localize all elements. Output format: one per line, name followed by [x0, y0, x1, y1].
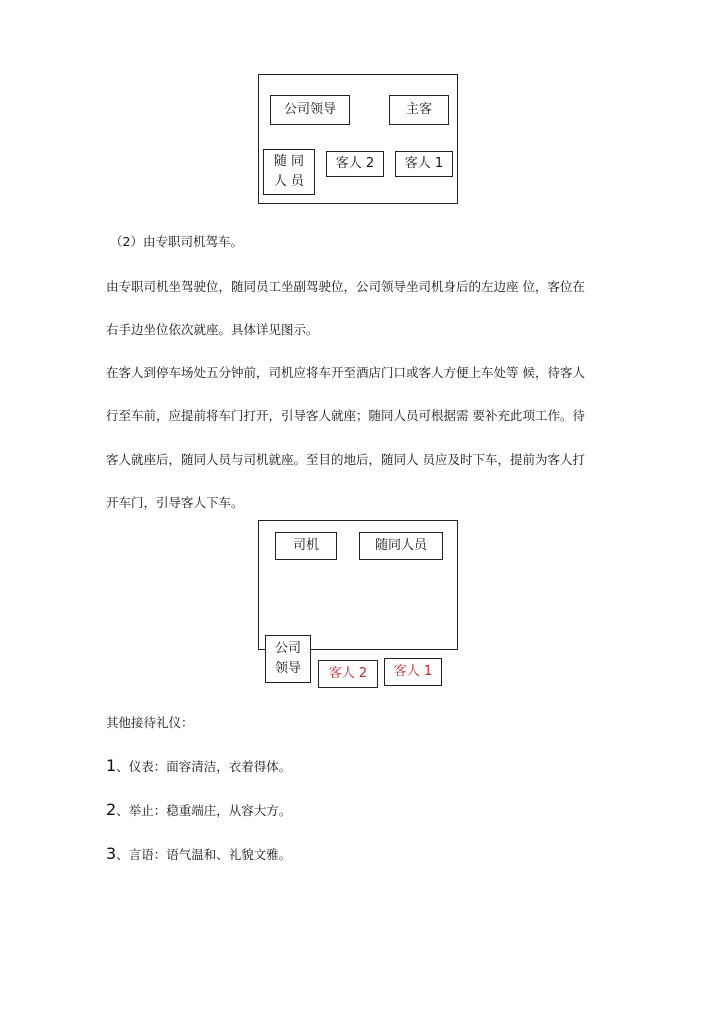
seat-main-guest-label: 主客: [405, 102, 432, 118]
seat-guest-1-label: 客人 1: [404, 156, 444, 172]
etiquette-item-2: [106, 801, 291, 820]
paragraph-2-line-4: 开车门，引导客人下车。: [106, 495, 244, 510]
etiquette-item-2-text: 、举止：稳重端庄，从容大方。: [116, 803, 292, 818]
seat-leader-rear: [265, 635, 311, 683]
etiquette-item-1-text: 、仪表：面容清洁，衣着得体。: [116, 759, 292, 774]
seat-driver-label: 司机: [292, 538, 319, 554]
seat-companion-front-label: 随同人员: [374, 538, 427, 554]
seat-guest-1: [395, 151, 453, 177]
etiquette-item-1: [106, 757, 291, 776]
etiquette-item-2-number: 2: [106, 800, 117, 819]
etiquette-item-3-text: 、言语：语气温和、礼貌文雅。: [116, 847, 292, 862]
seat-leader-label: 公司领导: [283, 102, 336, 118]
paragraph-1-line-2: 右手边坐位依次就座。具体详见图示。: [106, 322, 319, 337]
seat-companion-label-1: 随 同: [273, 154, 305, 170]
seat-companion-front: [359, 532, 443, 560]
paragraph-1-line-1: 由专职司机坐驾驶位，随同员工坐副驾驶位，公司领导坐司机身后的左边座 位，客位在: [106, 279, 585, 294]
seat-guest-1-rear: [384, 658, 442, 686]
seat-leader: [270, 95, 350, 125]
paragraph-2-line-3: 客人就座后，随同人员与司机就座。至目的地后，随同人 员应及时下车，提前为客人打: [106, 452, 585, 467]
seating-diagram-1: [258, 74, 458, 204]
seat-guest-2-rear: [318, 660, 378, 688]
seat-guest-2-label: 客人 2: [335, 156, 375, 172]
section-heading: （2）由专职司机驾车。: [110, 234, 243, 249]
seating-diagram-2: [258, 520, 458, 650]
paragraph-2-line-2: 行至车前，应提前将车门打开，引导客人就座；随同人员可根据需 要补充此项工作。待: [106, 408, 585, 423]
seat-leader-rear-label-1: 公司: [274, 641, 301, 657]
seat-companion-label-2: 人 员: [273, 174, 305, 189]
paragraph-2-line-1: 在客人到停车场处五分钟前，司机应将车开至酒店门口或客人方便上车处等 候，待客人: [106, 365, 585, 380]
seat-guest-2: [326, 151, 384, 177]
etiquette-heading: 其他接待礼仪：: [106, 715, 194, 730]
etiquette-item-3: [106, 845, 291, 864]
etiquette-item-3-number: 3: [106, 844, 117, 863]
seat-driver: [275, 532, 337, 560]
seat-guest-1-rear-label: 客人 1: [393, 664, 433, 680]
etiquette-item-1-number: 1: [106, 756, 117, 775]
seat-guest-2-rear-label: 客人 2: [328, 666, 368, 682]
seat-companion: [263, 149, 315, 195]
seat-main-guest: [389, 95, 449, 125]
seat-leader-rear-label-2: 领导: [274, 661, 301, 676]
